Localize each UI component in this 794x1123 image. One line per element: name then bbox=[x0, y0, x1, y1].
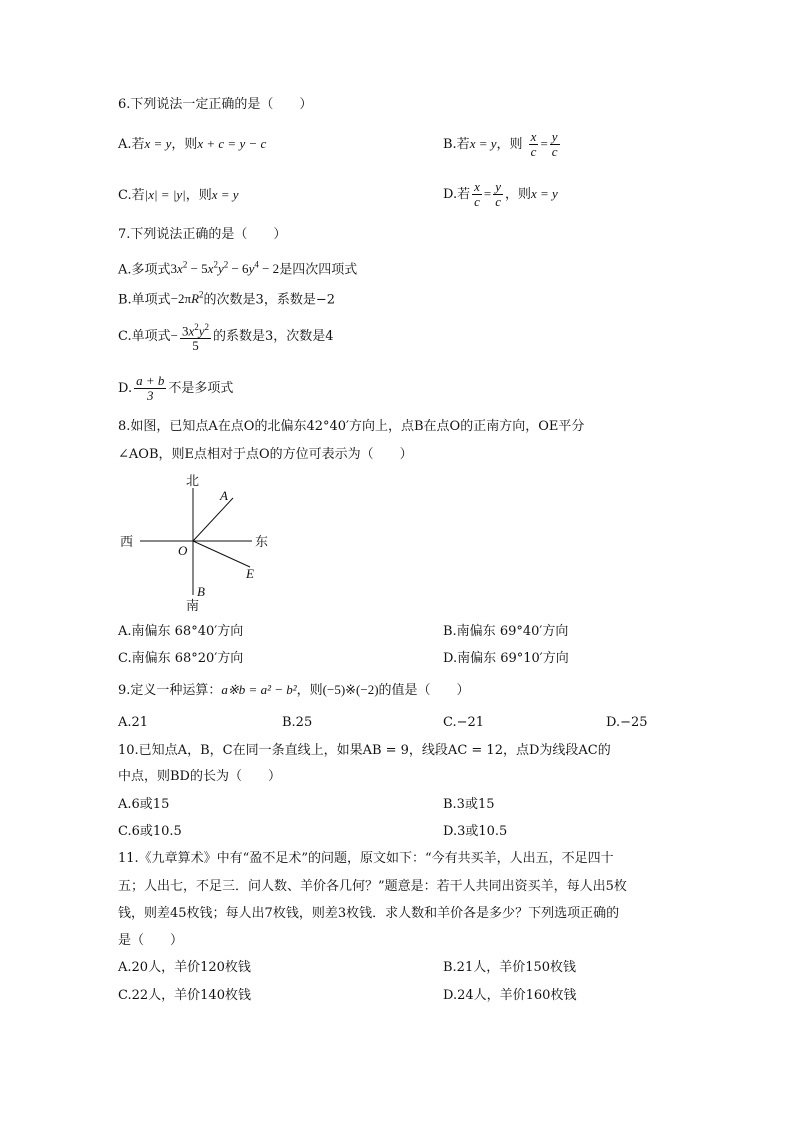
q9-option-b: B.25 bbox=[282, 715, 313, 730]
q7-d-numerator: a + b bbox=[136, 373, 165, 388]
q6-d-equals: = bbox=[483, 186, 492, 201]
q6-stem: 6.下列说法一定正确的是（ ） bbox=[118, 97, 313, 112]
label-north: 北 bbox=[186, 474, 200, 489]
q7-option-c bbox=[118, 318, 334, 355]
q8-option-d: D.南偏东 69°10′方向 bbox=[443, 651, 569, 666]
q6-a-condition: x = y bbox=[144, 136, 172, 151]
q6-b-den-right: c bbox=[551, 144, 558, 159]
q9-stem-prefix: 9.定义一种运算： bbox=[118, 683, 222, 698]
q10-option-b: B.3或15 bbox=[443, 797, 495, 812]
q6-d-den-right: c bbox=[495, 194, 501, 209]
q8-stem-line2: ∠AOB，则E点相对于点O的方位可表示为（ ） bbox=[118, 447, 413, 462]
label-a: A bbox=[220, 488, 228, 503]
q7-c-prefix: C.单项式 bbox=[118, 329, 171, 344]
q9-definition: a※b = a² − b² bbox=[221, 682, 297, 697]
q8-compass-figure bbox=[110, 470, 290, 615]
q7-a-prefix: A.多项式 bbox=[118, 262, 171, 278]
q6-d-label: D.若 bbox=[443, 187, 471, 202]
q8-option-a: A.南偏东 68°40′方向 bbox=[118, 624, 244, 639]
q6-d-result: x = y bbox=[531, 186, 558, 201]
q6-option-c bbox=[118, 186, 239, 205]
q6-d-fraction-left bbox=[472, 180, 482, 209]
q6-option-a bbox=[118, 135, 266, 154]
q7-d-fraction bbox=[134, 374, 166, 403]
q6-b-den-left: c bbox=[530, 144, 537, 159]
q9-expression: (−5)※(−2) bbox=[322, 682, 379, 697]
q11-option-b: B.21人，羊价150枚钱 bbox=[443, 960, 577, 975]
ray-oa bbox=[193, 498, 233, 541]
q9-option-c: C.−21 bbox=[443, 715, 485, 730]
q7-d-prefix: D. bbox=[118, 381, 133, 396]
q6-c-result: x = y bbox=[211, 187, 239, 202]
q6-c-condition: |x| = |y| bbox=[144, 187, 186, 202]
q6-d-then: ，则 bbox=[505, 187, 532, 202]
q6-b-fraction-right bbox=[550, 130, 560, 159]
q7-stem: 7.下列说法正确的是（ ） bbox=[118, 227, 287, 242]
q9-stem-suffix: 的值是（ ） bbox=[378, 683, 470, 698]
q10-option-c: C.6或10.5 bbox=[118, 824, 182, 839]
q6-d-num-right: y bbox=[495, 179, 501, 194]
q6-option-d bbox=[443, 178, 558, 211]
q7-option-b bbox=[118, 286, 335, 309]
q8-option-b: B.南偏东 69°40′方向 bbox=[443, 624, 569, 639]
q6-b-equals: = bbox=[540, 136, 548, 151]
q11-stem-line3: 钱，则差45枚钱；每人出7枚钱，则差3枚钱．求人数和羊价各是多少？下列选项正确的 bbox=[118, 906, 620, 921]
label-south: 南 bbox=[186, 599, 200, 614]
q8-option-c: C.南偏东 68°20′方向 bbox=[118, 651, 244, 666]
q7-c-fraction: $\frac{3x^2y^2}{5}$ bbox=[181, 321, 210, 354]
label-west: 西 bbox=[120, 535, 134, 550]
q6-a-then: ，则 bbox=[171, 137, 198, 152]
q11-option-d: D.24人，羊价160枚钱 bbox=[443, 988, 577, 1003]
q7-b-suffix: 的次数是3，系数是−2 bbox=[203, 292, 335, 308]
q6-b-num-left: x bbox=[530, 129, 537, 144]
q6-b-label: B.若 bbox=[443, 137, 470, 152]
q11-option-a: A.20人，羊价120枚钱 bbox=[118, 960, 251, 975]
q7-c-minus: − bbox=[170, 328, 178, 343]
q9-option-a: A.21 bbox=[118, 715, 149, 730]
q6-b-then: ，则 bbox=[496, 137, 523, 152]
q6-c-then: ，则 bbox=[185, 188, 212, 203]
label-b: B bbox=[197, 584, 205, 599]
label-o: O bbox=[178, 543, 188, 558]
label-east: 东 bbox=[255, 535, 269, 550]
q11-stem-line4: 是（ ） bbox=[118, 933, 184, 948]
q10-stem-line2: 中点，则BD的长为（ ） bbox=[118, 769, 281, 784]
q7-b-monomial: $-2\pi R^2$ bbox=[170, 290, 204, 307]
q9-stem-mid: ，则 bbox=[296, 683, 323, 698]
q6-c-label: C.若 bbox=[118, 188, 145, 203]
q7-c-suffix: 的系数是3，次数是4 bbox=[213, 329, 334, 344]
q10-option-a: A.6或15 bbox=[118, 797, 170, 812]
ray-oe bbox=[193, 541, 250, 567]
q6-b-fraction-left bbox=[529, 130, 539, 159]
q6-d-den-left: c bbox=[474, 194, 480, 209]
q11-option-c: C.22人，羊价140枚钱 bbox=[118, 988, 251, 1003]
q7-option-d bbox=[118, 372, 233, 406]
q7-a-suffix: 是四次四项式 bbox=[279, 262, 358, 278]
q7-option-a bbox=[118, 256, 357, 279]
q6-a-result: x + c = y − c bbox=[197, 136, 267, 151]
label-e: E bbox=[246, 566, 254, 581]
q6-option-b bbox=[443, 128, 562, 161]
q11-stem-line2: 五；人出七，不足三．问人数、羊价各几何？”题意是：若干人共同出资买羊，每人出5枚 bbox=[118, 879, 627, 894]
q7-a-polynomial: $3x^2 - 5x^2y^2 - 6y^4 - 2$ bbox=[170, 260, 280, 277]
q6-d-num-left: x bbox=[474, 179, 480, 194]
q9-option-d: D.−25 bbox=[606, 715, 648, 730]
q7-d-suffix: 不是多项式 bbox=[168, 381, 234, 396]
q8-stem-line1: 8.如图，已知点A在点O的北偏东42°40′方向上，点B在点O的正南方向，OE平分 bbox=[118, 419, 585, 434]
q6-b-num-right: y bbox=[551, 129, 558, 144]
q9-stem bbox=[118, 681, 470, 700]
q10-stem-line1: 10.已知点A，B，C在同一条直线上，如果AB = 9，线段AC = 12，点D为线段AC的 bbox=[118, 743, 611, 758]
q6-a-label: A.若 bbox=[118, 137, 145, 152]
q6-d-fraction-right bbox=[493, 180, 503, 209]
q6-b-condition: x = y bbox=[469, 136, 497, 151]
q7-b-prefix: B.单项式 bbox=[118, 292, 171, 308]
q11-stem-line1: 11.《九章算术》中有“盈不足术”的问题，原文如下：“今有共买羊，人出五，不足四十 bbox=[118, 851, 614, 866]
q7-d-denominator: 3 bbox=[146, 388, 154, 403]
q10-option-d: D.3或10.5 bbox=[443, 824, 508, 839]
